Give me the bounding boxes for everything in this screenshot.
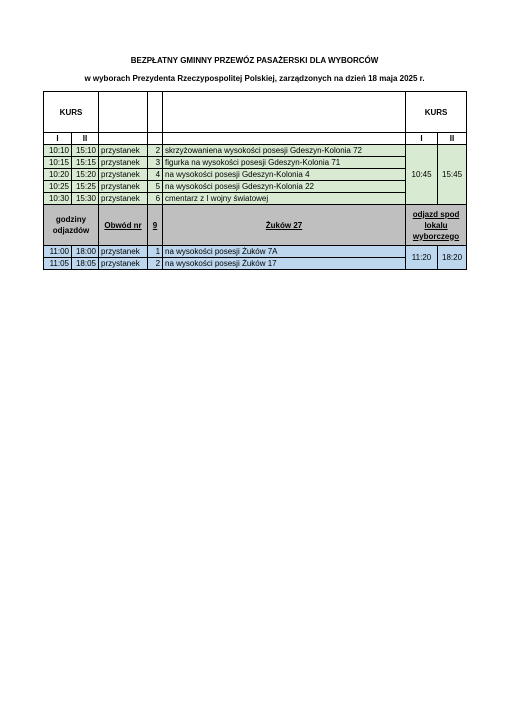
col-I-right: I bbox=[406, 133, 438, 145]
departure-hours-label: godziny odjazdów bbox=[44, 205, 99, 246]
table-row: 10:15 15:15 przystanek 3 figurka na wysokości posesji Gdeszyn-Kolonia 71 bbox=[44, 157, 467, 169]
header-row-kurs bbox=[44, 92, 467, 133]
return-time-1: 11:20 bbox=[406, 246, 438, 270]
section-header-row bbox=[44, 205, 467, 246]
return-time-1: 10:45 bbox=[406, 145, 438, 205]
return-time-2: 15:45 bbox=[438, 145, 467, 205]
table-row: 10:10 15:10 przystanek 2 skrzyżowaniena wysokości posesji Gdeszyn-Kolonia 72 10:45 15:45 bbox=[44, 145, 467, 157]
table-row: 11:00 18:00 przystanek 1 na wysokości posesji Żuków 7A 11:20 18:20 bbox=[44, 246, 467, 258]
schedule-table bbox=[43, 91, 467, 270]
header-row-numerals bbox=[44, 133, 467, 145]
table-row: 10:20 15:20 przystanek 4 na wysokości posesji Gdeszyn-Kolonia 4 bbox=[44, 169, 467, 181]
district-label: Obwód nr bbox=[99, 205, 148, 246]
document-title: BEZPŁATNY GMINNY PRZEWÓZ PASAŻERSKI DLA WYBORCÓW bbox=[130, 56, 379, 65]
kurs-left-label: KURS bbox=[44, 92, 99, 133]
kurs-right-label: KURS bbox=[406, 92, 467, 133]
table-row: 11:05 18:05 przystanek 2 na wysokości posesji Żuków 17 bbox=[44, 258, 467, 270]
document-subtitle: w wyborach Prezydenta Rzeczypospolitej Polskiej, zarządzonych na dzień 18 maja 2025 r. bbox=[84, 74, 425, 83]
departure-from-polling-station-label: odjazd spod lokalu wyborczego bbox=[406, 205, 467, 246]
table-row: 10:30 15:30 przystanek 6 cmentarz z I wojny światowej bbox=[44, 193, 467, 205]
district-number: 9 bbox=[148, 205, 163, 246]
col-II-left: II bbox=[72, 133, 99, 145]
col-I-left: I bbox=[44, 133, 72, 145]
polling-place: Żuków 27 bbox=[163, 205, 406, 246]
table-row: 10:25 15:25 przystanek 5 na wysokości posesji Gdeszyn-Kolonia 22 bbox=[44, 181, 467, 193]
return-time-2: 18:20 bbox=[438, 246, 467, 270]
col-II-right: II bbox=[438, 133, 467, 145]
